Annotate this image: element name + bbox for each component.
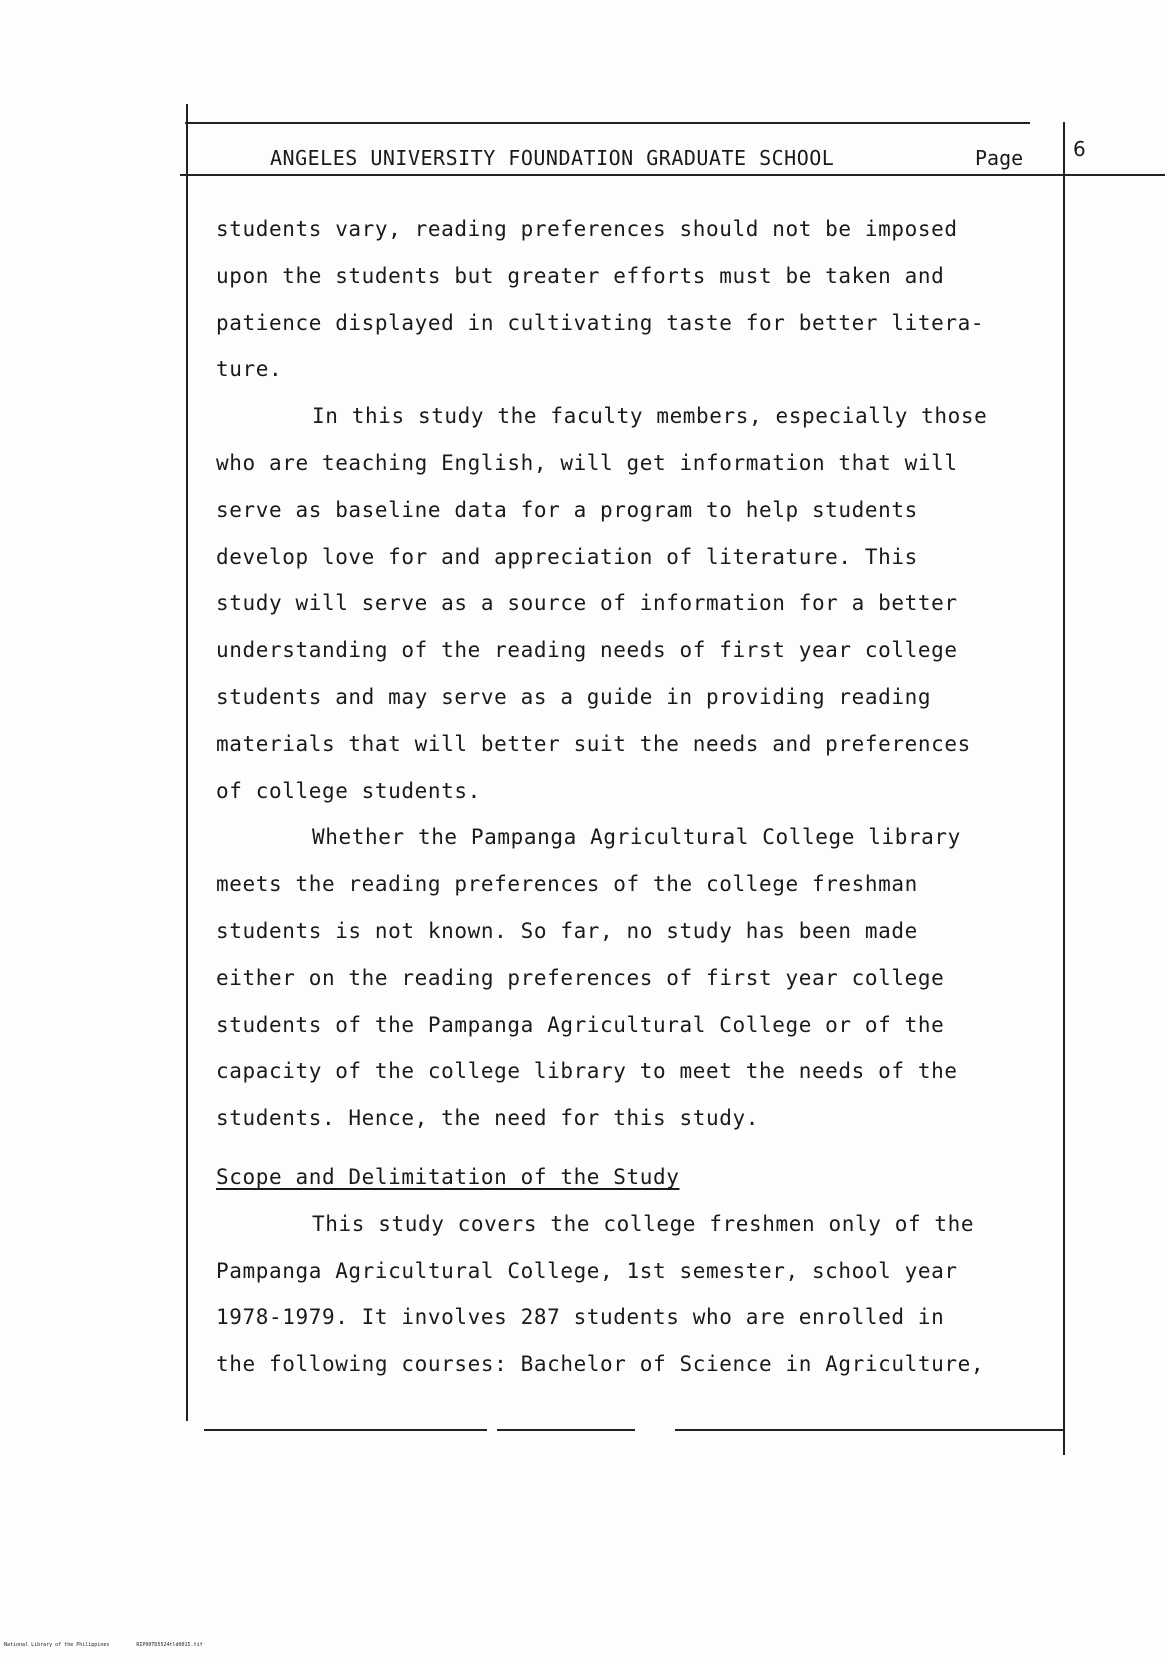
text-line: meets the reading preferences of the college freshman [216, 872, 918, 897]
text-line: understanding of the reading needs of first year college [216, 638, 958, 663]
paragraph [216, 206, 1056, 393]
paragraph [216, 393, 1056, 814]
frame-rule-header [180, 174, 1165, 176]
footer-source: National Library of the Philippines [4, 1642, 110, 1648]
scan-footer [4, 1642, 203, 1648]
text-line: ture. [216, 357, 283, 382]
text-line: Whether the Pampanga Agricultural College library [312, 825, 961, 850]
page-number: 6 [1073, 137, 1086, 161]
frame-rule-bottom [675, 1429, 1065, 1431]
section-heading: Scope and Delimitation of the Study [216, 1164, 680, 1189]
frame-rule-left [186, 104, 188, 1421]
footer-file-id: RIP00TD5524tld0015.tif [136, 1642, 203, 1648]
paragraph [216, 1201, 1056, 1388]
text-line: either on the reading preferences of first year college [216, 965, 945, 990]
frame-rule-right [1063, 122, 1065, 1455]
text-line: students vary, reading preferences should not be imposed [216, 217, 958, 241]
text-line: This study covers the college freshmen only of the [312, 1211, 975, 1236]
frame-rule-bottom [204, 1429, 487, 1431]
text-line: serve as baseline data for a program to help students [216, 497, 918, 522]
text-line: capacity of the college library to meet the needs of the [216, 1059, 958, 1084]
frame-rule-bottom [497, 1429, 635, 1431]
page-label: Page [975, 146, 1024, 170]
text-line: students. Hence, the need for this study. [216, 1106, 759, 1131]
text-line: study will serve as a source of information for a better [216, 591, 958, 616]
text-line: students of the Pampanga Agricultural College or of the [216, 1012, 945, 1037]
text-line: who are teaching English, will get information that will [216, 450, 958, 475]
text-line: patience displayed in cultivating taste for better litera- [216, 310, 985, 335]
text-line: Pampanga Agricultural College, 1st semester, school year [216, 1258, 958, 1283]
text-line: students is not known. So far, no study has been made [216, 918, 918, 943]
document-body [216, 206, 1056, 1388]
text-line: materials that will better suit the needs and preferences [216, 731, 971, 756]
frame-rule-top [185, 122, 1030, 124]
text-line: upon the students but greater efforts must be taken and [216, 263, 945, 288]
text-line: 1978-1979. It involves 287 students who are enrolled in [216, 1305, 945, 1330]
text-line: of college students. [216, 778, 481, 803]
text-line: students and may serve as a guide in providing reading [216, 684, 932, 709]
text-line: develop love for and appreciation of literature. This [216, 544, 918, 569]
institution-header: ANGELES UNIVERSITY FOUNDATION GRADUATE SCHOOL [270, 146, 835, 170]
text-line: the following courses: Bachelor of Science in Agriculture, [216, 1352, 985, 1377]
text-line: In this study the faculty members, especially those [312, 404, 988, 429]
paragraph [216, 814, 1056, 1142]
